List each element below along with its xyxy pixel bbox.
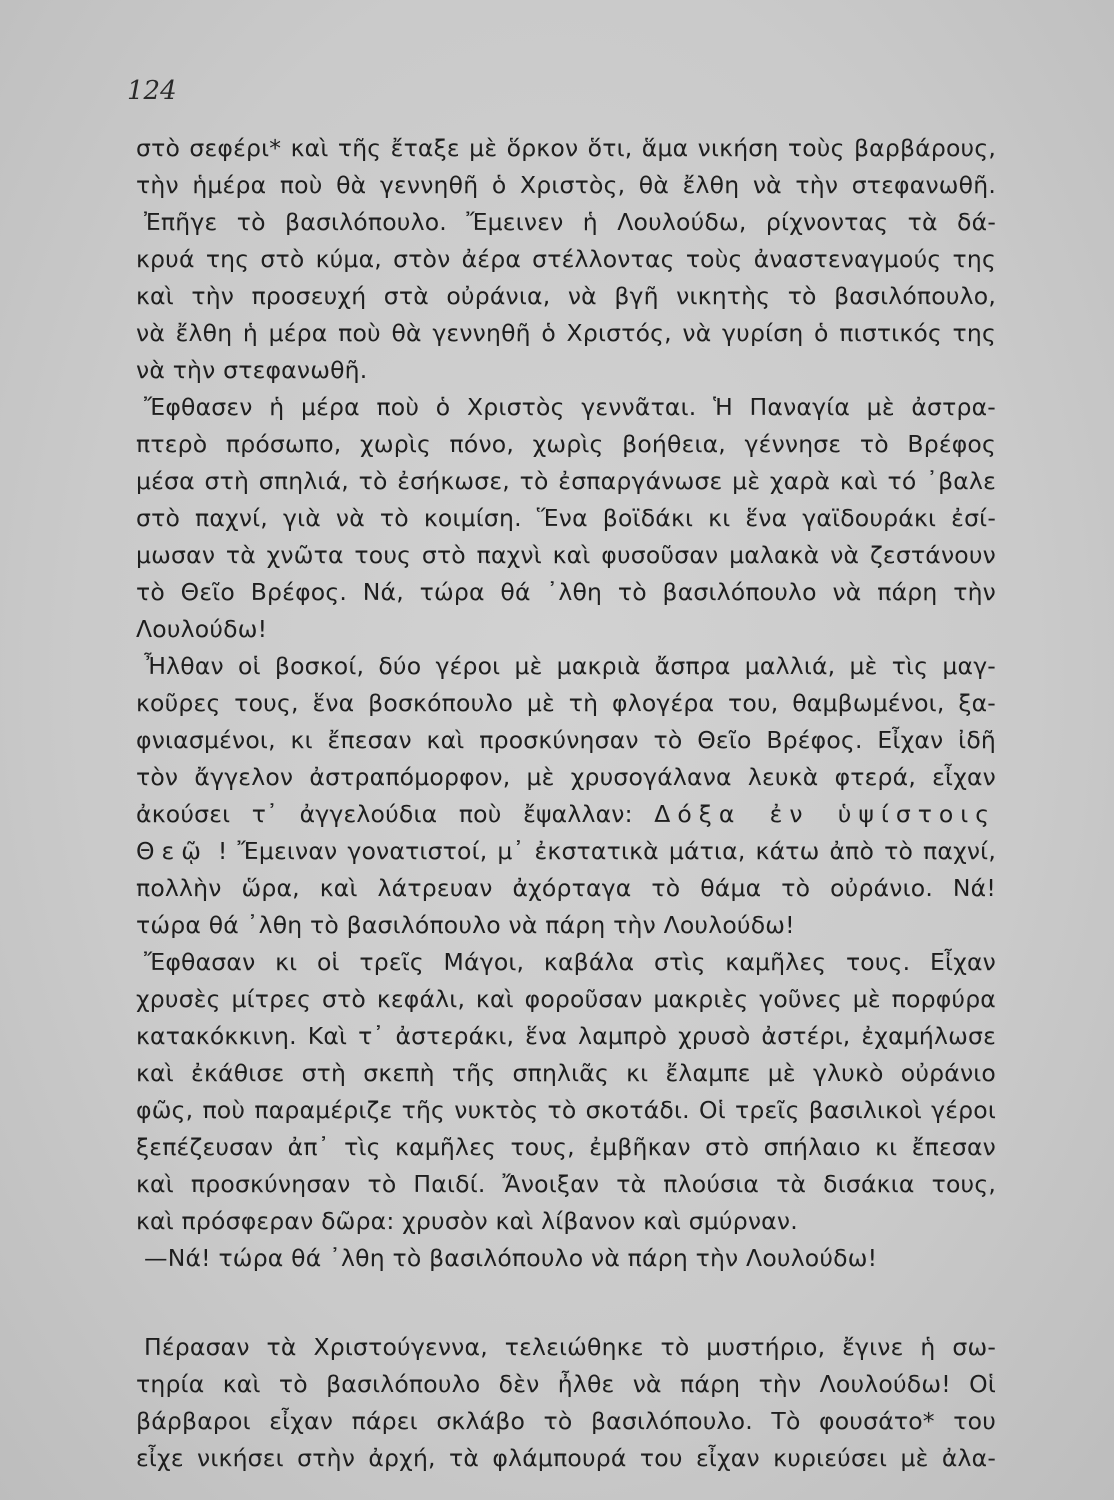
text-line: τὸ Θεῖο Βρέφος. Νά, τώρα θά ᾽λθη τὸ βασιλόπουλο νὰ πάρη τὴν xyxy=(136,578,996,606)
section-break xyxy=(136,1277,996,1329)
text-line xyxy=(136,796,996,833)
text-line: εἶχε νικήσει στὴν ἀρχή, τὰ φλάμπουρά του εἶχαν κυριεύσει μὲ ἀλα- xyxy=(136,1444,996,1472)
text-line xyxy=(136,833,996,870)
text-line: πολλὴν ὥρα, καὶ λάτρευαν ἀχόρταγα τὸ θάμα τὸ οὐράνιο. Νά! xyxy=(136,874,996,902)
text-line: —Νά! τώρα θά ᾽λθη τὸ βασιλόπουλο νὰ πάρη τὴν Λουλούδω! xyxy=(144,1244,878,1272)
text-fragment: ἀκούσει τ᾽ ἀγγελούδια ποὺ ἔψαλλαν: xyxy=(136,800,633,828)
text-line: τηρία καὶ τὸ βασιλόπουλο δὲν ἦλθε νὰ πάρη τὴν Λουλούδω! Οἱ xyxy=(136,1370,996,1398)
text-line: νὰ ἔλθη ἡ μέρα ποὺ θὰ γεννηθῆ ὁ Χριστός, νὰ γυρίση ὁ πιστικός της xyxy=(136,319,996,347)
text-line: καὶ τὴν προσευχή στὰ οὐράνια, νὰ βγῆ νικητὴς τὸ βασιλόπουλο, xyxy=(136,282,996,310)
text-line: Ἔφθασαν κι οἱ τρεῖς Μάγοι, καβάλα στὶς καμῆλες τους. Εἶχαν xyxy=(144,948,996,976)
text-line: Ἔφθασεν ἡ μέρα ποὺ ὁ Χριστὸς γεννᾶται. Ἡ Παναγία μὲ ἀστρα- xyxy=(144,393,996,421)
text-line: φνιασμένοι, κι ἔπεσαν καὶ προσκύνησαν τὸ Θεῖο Βρέφος. Εἶχαν ἰδῆ xyxy=(136,726,996,754)
text-line: νὰ τὴν στεφανωθῆ. xyxy=(136,356,368,384)
text-line: τώρα θά ᾽λθη τὸ βασιλόπουλο νὰ πάρη τὴν Λουλούδω! xyxy=(136,911,795,939)
text-line: ξεπέζευσαν ἀπ᾽ τὶς καμῆλες τους, ἐμβῆκαν στὸ σπήλαιο κι ἔπεσαν xyxy=(136,1133,996,1161)
text-line: στὸ παχνί, γιὰ νὰ τὸ κοιμίση. Ἕνα βοϊδάκι κι ἕνα γαϊδουράκι ἐσί- xyxy=(136,504,996,532)
page-number: 124 xyxy=(127,76,177,106)
text-line: μέσα στὴ σπηλιά, τὸ ἐσήκωσε, τὸ ἐσπαργάνωσε μὲ χαρὰ καὶ τό ᾽βαλε xyxy=(136,467,996,495)
text-line: κρυά της στὸ κύμα, στὸν ἀέρα στέλλοντας τοὺς ἀναστεναγμούς της xyxy=(136,245,996,273)
text-line: μωσαν τὰ χνῶτα τους στὸ παχνὶ καὶ φυσοῦσαν μαλακὰ νὰ ζεστάνουν xyxy=(136,541,996,569)
text-line: κοῦρες τους, ἕνα βοσκόπουλο μὲ τὴ φλογέρα του, θαμβωμένοι, ξα- xyxy=(136,689,996,717)
text-line: φῶς, ποὺ παραμέριζε τῆς νυκτὸς τὸ σκοτάδι. Οἱ τρεῖς βασιλικοὶ γέροι xyxy=(136,1096,996,1124)
hymn-quote-end: Θεῷ xyxy=(136,837,208,865)
text-line: τὴν ἡμέρα ποὺ θὰ γεννηθῆ ὁ Χριστὸς, θὰ ἔλθη νὰ τὴν στεφανωθῆ. xyxy=(136,171,996,199)
text-line: στὸ σεφέρι* καὶ τῆς ἔταξε μὲ ὅρκον ὅτι, ἅμα νικήση τοὺς βαρβάρους, xyxy=(136,134,996,162)
text-line: καὶ ἐκάθισε στὴ σκεπὴ τῆς σπηλιᾶς κι ἔλαμπε μὲ γλυκὸ οὐράνιο xyxy=(136,1059,996,1087)
text-line: πτερὸ πρόσωπο, χωρὶς πόνο, χωρὶς βοήθεια, γέννησε τὸ Βρέφος xyxy=(136,430,996,458)
text-line: βάρβαροι εἶχαν πάρει σκλάβο τὸ βασιλόπουλο. Τὸ φουσάτο* του xyxy=(136,1407,996,1435)
text-line: κατακόκκινη. Καὶ τ᾽ ἀστεράκι, ἕνα λαμπρὸ χρυσὸ ἀστέρι, ἐχαμήλωσε xyxy=(136,1022,996,1050)
text-line: καὶ πρόσφεραν δῶρα: χρυσὸν καὶ λίβανον καὶ σμύρναν. xyxy=(136,1207,798,1235)
text-line: Λουλούδω! xyxy=(136,615,268,643)
text-line: χρυσὲς μίτρες στὸ κεφάλι, καὶ φοροῦσαν μακριὲς γοῦνες μὲ πορφύρα xyxy=(136,985,996,1013)
text-line: Ἐπῆγε τὸ βασιλόπουλο. Ἔμεινεν ἡ Λουλούδω, ρίχνοντας τὰ δά- xyxy=(144,208,996,236)
text-fragment: ! Ἔμειναν γονατιστοί, μ᾽ ἐκστατικὰ μάτια, κάτω ἀπὸ τὸ παχνί, xyxy=(217,837,996,865)
text-line: καὶ προσκύνησαν τὸ Παιδί. Ἄνοιξαν τὰ πλούσια τὰ δισάκια τους, xyxy=(136,1170,996,1198)
hymn-quote: Δόξα ἐν ὑψίστοις xyxy=(654,800,997,828)
text-line: τὸν ἄγγελον ἀστραπόμορφον, μὲ χρυσογάλανα λευκὰ φτερά, εἶχαν xyxy=(136,763,996,791)
text-line: Πέρασαν τὰ Χριστούγεννα, τελειώθηκε τὸ μυστήριο, ἔγινε ἡ σω- xyxy=(144,1333,996,1361)
text-line: Ἦλθαν οἱ βοσκοί, δύο γέροι μὲ μακριὰ ἄσπρα μαλλιά, μὲ τὶς μαγ- xyxy=(144,652,996,680)
text-body xyxy=(136,130,996,1477)
